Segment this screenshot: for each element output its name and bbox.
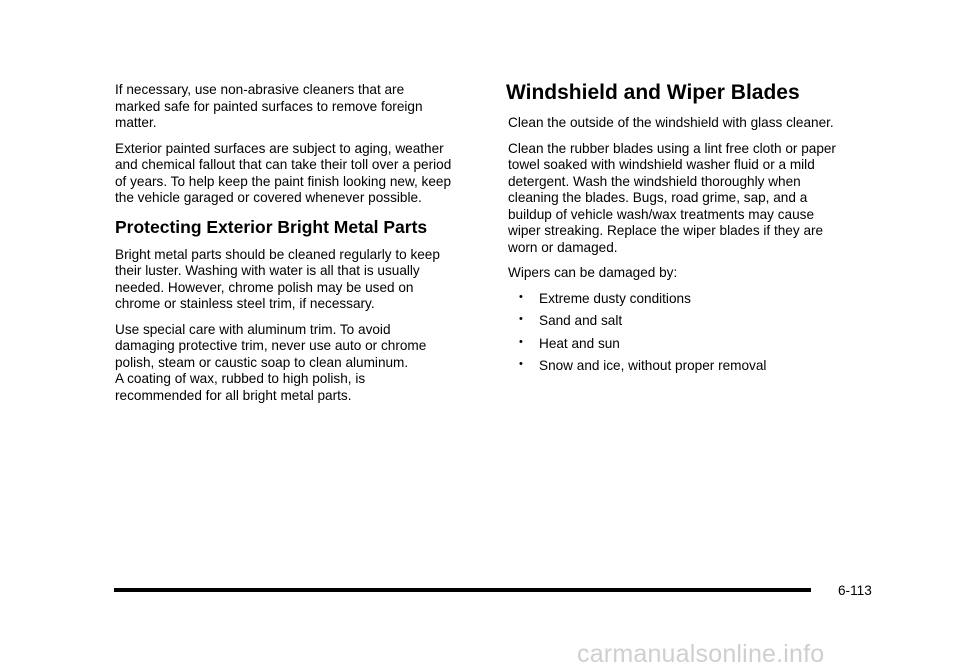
left-column (115, 82, 475, 413)
list-item (508, 313, 878, 330)
watermark: carmanualsonline.info (577, 640, 825, 668)
paragraph-cleaners: If necessary, use non-abrasive cleaners that are marked safe for painted surfaces to remove foreign matter. (115, 82, 423, 130)
paragraph-wipers-damaged: Wipers can be damaged by: (508, 265, 678, 280)
section-heading-windshield: Windshield and Wiper Blades (506, 81, 800, 104)
wiper-damage-list (508, 291, 878, 375)
paragraph-aluminum-trim: Use special care with aluminum trim. To avoid damaging protective trim, never use auto or chrome polish, steam or caustic soap to clean aluminum. A coating of wax, rubbed to high polish, is recommended for all bright metal parts. (115, 321, 427, 403)
bullet-icon: • (519, 313, 523, 325)
list-item-text: Snow and ice, without proper removal (539, 358, 767, 373)
list-item-text: Sand and salt (539, 313, 623, 328)
right-column (508, 82, 878, 381)
footer-rule (114, 588, 811, 592)
section-heading-bright-metal: Protecting Exterior Bright Metal Parts (115, 216, 428, 237)
bullet-icon: • (519, 290, 523, 303)
paragraph-exterior-surfaces: Exterior painted surfaces are subject to aging, weather and chemical fallout that can take their toll over a period of years. To help keep the paint finish looking new, keep the vehicle garaged or covered whenever possible. (115, 140, 452, 205)
list-item-text: Heat and sun (539, 335, 620, 351)
list-item (508, 336, 878, 353)
paragraph-rubber-blades: Clean the rubber blades using a lint free cloth or paper towel soaked with windshield washer fluid or a mild detergent. Wash the windshield thoroughly when cleaning the blades. Bugs, road grime, sap, and a buildup of vehicle wash/wax treatments may cause wiper streaking. Replace the wiper blades if they are worn or damaged. (508, 140, 836, 255)
list-item (508, 291, 878, 308)
page-number: 6-113 (838, 583, 872, 598)
list-item-text: Extreme dusty conditions (539, 290, 691, 306)
bullet-icon: • (519, 358, 523, 370)
paragraph-bright-metal: Bright metal parts should be cleaned regularly to keep their luster. Washing with water is all that is usually needed. However, chrome polish may be used on chrome or stainless steel trim, if necessary. (115, 246, 440, 311)
paragraph-glass-cleaner: Clean the outside of the windshield with glass cleaner. (508, 115, 834, 130)
bullet-icon: • (519, 335, 523, 348)
list-item (508, 358, 878, 375)
